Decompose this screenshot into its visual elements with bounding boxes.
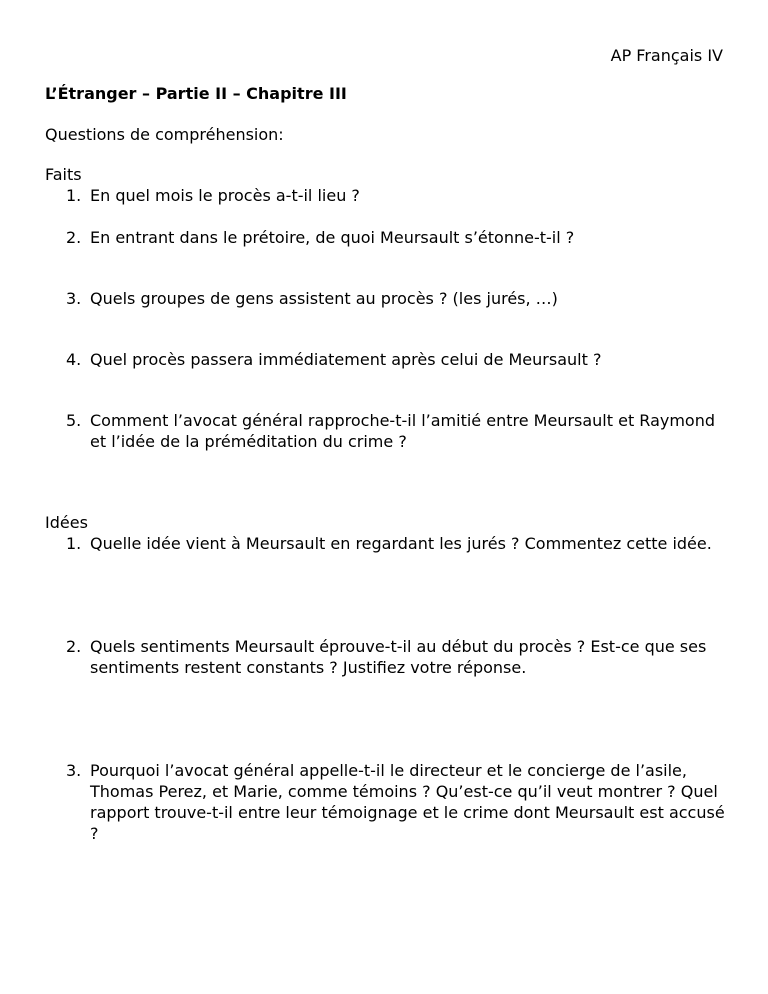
question-text: En entrant dans le prétoire, de quoi Meursault s’étonne-t-il ? xyxy=(90,228,575,247)
idees-question-list xyxy=(45,533,725,844)
question-text: Quels sentiments Meursault éprouve-t-il au début du procès ? Est-ce que ses sentiments restent constants ? Justifiez votre réponse. xyxy=(90,637,707,677)
question-item xyxy=(45,760,725,844)
question-text: Pourquoi l’avocat général appelle-t-il le directeur et le concierge de l’asile, Thomas Perez, et Marie, comme témoins ? Qu’est-ce qu’il veut montrer ? Quel rapport trouve-t-il entre leur témoignage et le crime dont Meursault est accusé ? xyxy=(90,761,725,843)
question-number: 1. xyxy=(66,534,82,553)
question-item xyxy=(45,636,725,678)
question-number: 3. xyxy=(66,761,82,780)
question-item xyxy=(45,349,725,370)
question-text: Quelle idée vient à Meursault en regardant les jurés ? Commentez cette idée. xyxy=(90,534,712,553)
question-number: 3. xyxy=(66,289,82,308)
question-number: 2. xyxy=(66,228,82,247)
document-title: L’Étranger – Partie II – Chapitre III xyxy=(45,84,347,103)
question-text: Quel procès passera immédiatement après celui de Meursault ? xyxy=(90,350,602,369)
question-item xyxy=(45,410,725,452)
question-item xyxy=(45,185,725,206)
question-item xyxy=(45,533,725,554)
document-subtitle: Questions de compréhension: xyxy=(45,125,284,144)
faits-question-list xyxy=(45,185,725,452)
question-number: 1. xyxy=(66,186,82,205)
course-name: AP Français IV xyxy=(610,46,723,65)
question-text: Quels groupes de gens assistent au procès ? (les jurés, …) xyxy=(90,289,558,308)
section-heading-faits: Faits xyxy=(45,165,82,184)
question-item xyxy=(45,288,725,309)
question-text: Comment l’avocat général rapproche-t-il l’amitié entre Meursault et Raymond et l’idée de la préméditation du crime ? xyxy=(90,411,716,451)
question-number: 2. xyxy=(66,637,82,656)
section-idees xyxy=(45,512,725,844)
question-number: 5. xyxy=(66,411,82,430)
section-heading-idees: Idées xyxy=(45,513,88,532)
question-text: En quel mois le procès a-t-il lieu ? xyxy=(90,186,360,205)
section-faits xyxy=(45,164,725,452)
question-item xyxy=(45,227,725,248)
question-number: 4. xyxy=(66,350,82,369)
